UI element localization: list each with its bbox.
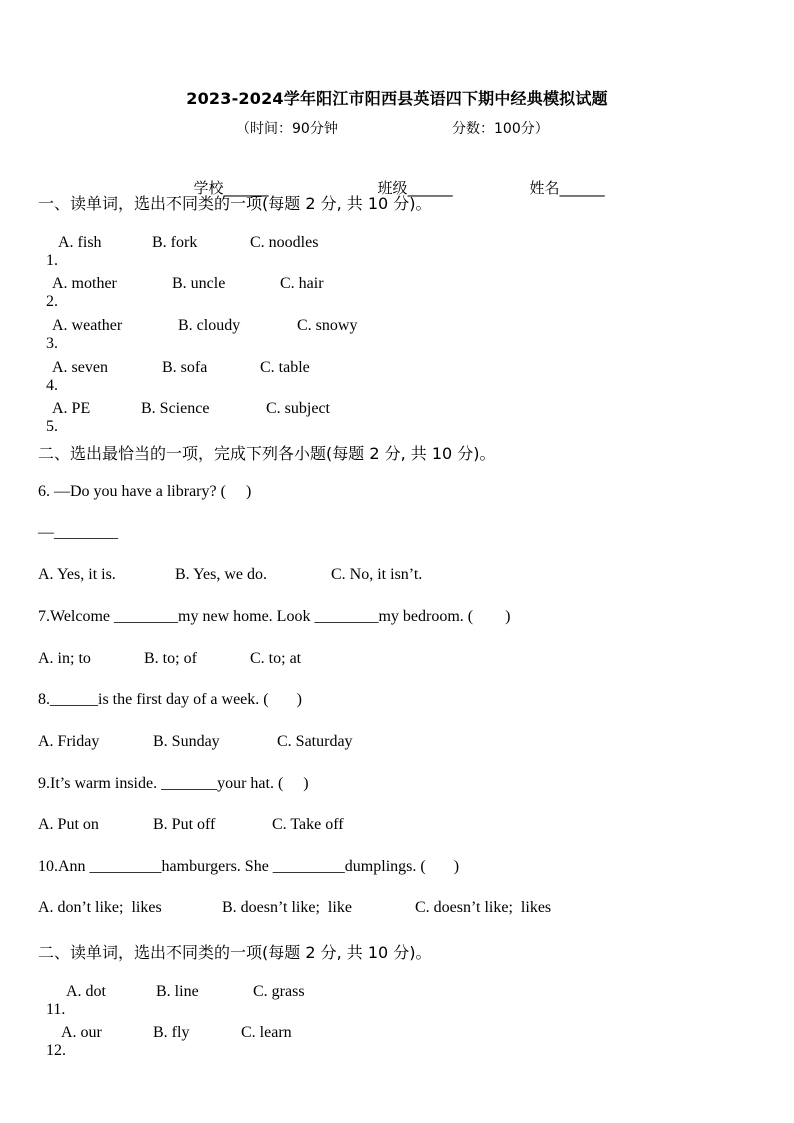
option-11a[interactable]: A. dot (66, 983, 106, 1000)
section-1-heading: 一、读单词，选出不同类的一项(每题 2 分, 共 10 分)。 (38, 194, 432, 213)
option-8a[interactable]: A. Friday (38, 733, 100, 750)
section-3-heading: 二、读单词，选出不同类的一项(每题 2 分, 共 10 分)。 (38, 943, 432, 962)
class-blank: ______ (407, 179, 453, 197)
option-2c[interactable]: C. hair (280, 275, 324, 292)
question-11 (38, 983, 69, 1019)
question-10-stem: 10.Ann _________hamburgers. She _________dumplings. ( ) (38, 858, 460, 875)
name-field[interactable] (520, 159, 605, 198)
question-8-stem: 8.______is the first day of a week. ( ) (38, 691, 302, 708)
option-5b[interactable]: B. Science (141, 400, 210, 417)
option-6c[interactable]: C. No, it isn’t. (331, 566, 423, 583)
option-8b[interactable]: B. Sunday (153, 733, 220, 750)
question-number: 3. (46, 335, 58, 352)
option-3a[interactable]: A. weather (52, 317, 123, 334)
question-7-stem: 7.Welcome ________my new home. Look ________my bedroom. ( ) (38, 608, 511, 625)
option-6b[interactable]: B. Yes, we do. (175, 566, 268, 583)
name-blank: ______ (559, 179, 605, 197)
exam-score: 分数：100分） (452, 121, 549, 137)
option-2a[interactable]: A. mother (52, 275, 117, 292)
question-number: 2. (46, 293, 58, 310)
option-9c[interactable]: C. Take off (272, 816, 344, 833)
option-10a[interactable]: A. don’t like; likes (38, 899, 162, 916)
option-10b[interactable]: B. doesn’t like; like (222, 899, 352, 916)
question-9-stem: 9.It’s warm inside. _______your hat. ( ) (38, 775, 309, 792)
question-number: 5. (46, 418, 58, 435)
class-label: 班级 (377, 179, 408, 197)
option-12a[interactable]: A. our (61, 1024, 102, 1041)
option-1a[interactable]: A. fish (58, 234, 102, 251)
option-3b[interactable]: B. cloudy (178, 317, 241, 334)
option-1c[interactable]: C. noodles (250, 234, 319, 251)
option-12b[interactable]: B. fly (153, 1024, 190, 1041)
option-7c[interactable]: C. to; at (250, 650, 302, 667)
section-2-heading: 二、选出最恰当的一项，完成下列各小题(每题 2 分, 共 10 分)。 (38, 444, 496, 463)
question-6-answer-line[interactable]: —________ (38, 524, 118, 541)
option-3c[interactable]: C. snowy (297, 317, 358, 334)
option-11b[interactable]: B. line (156, 983, 199, 1000)
option-2b[interactable]: B. uncle (172, 275, 226, 292)
question-number: 12. (46, 1042, 66, 1059)
exam-title: 2023-2024学年阳江市阳西县英语四下期中经典模拟试题 (186, 89, 608, 108)
option-12c[interactable]: C. learn (241, 1024, 292, 1041)
option-9a[interactable]: A. Put on (38, 816, 99, 833)
option-8c[interactable]: C. Saturday (277, 733, 353, 750)
school-blank: ______ (223, 179, 269, 197)
question-number: 11. (46, 1001, 70, 1018)
option-10c[interactable]: C. doesn’t like; likes (415, 899, 552, 916)
option-4c[interactable]: C. table (260, 359, 310, 376)
option-11c[interactable]: C. grass (253, 983, 305, 1000)
school-label: 学校 (193, 179, 224, 197)
exam-time: （时间：90分钟 (236, 121, 338, 137)
option-4b[interactable]: B. sofa (162, 359, 208, 376)
option-7b[interactable]: B. to; of (144, 650, 197, 667)
option-4a[interactable]: A. seven (52, 359, 108, 376)
option-6a[interactable]: A. Yes, it is. (38, 566, 116, 583)
option-1b[interactable]: B. fork (152, 234, 198, 251)
option-7a[interactable]: A. in; to (38, 650, 91, 667)
question-number: 4. (46, 377, 58, 394)
option-5a[interactable]: A. PE (52, 400, 91, 417)
question-number: 1. (46, 252, 62, 269)
option-9b[interactable]: B. Put off (153, 816, 216, 833)
option-5c[interactable]: C. subject (266, 400, 330, 417)
question-6-stem: 6. —Do you have a library? ( ) (38, 483, 252, 500)
name-label: 姓名 (529, 179, 560, 197)
